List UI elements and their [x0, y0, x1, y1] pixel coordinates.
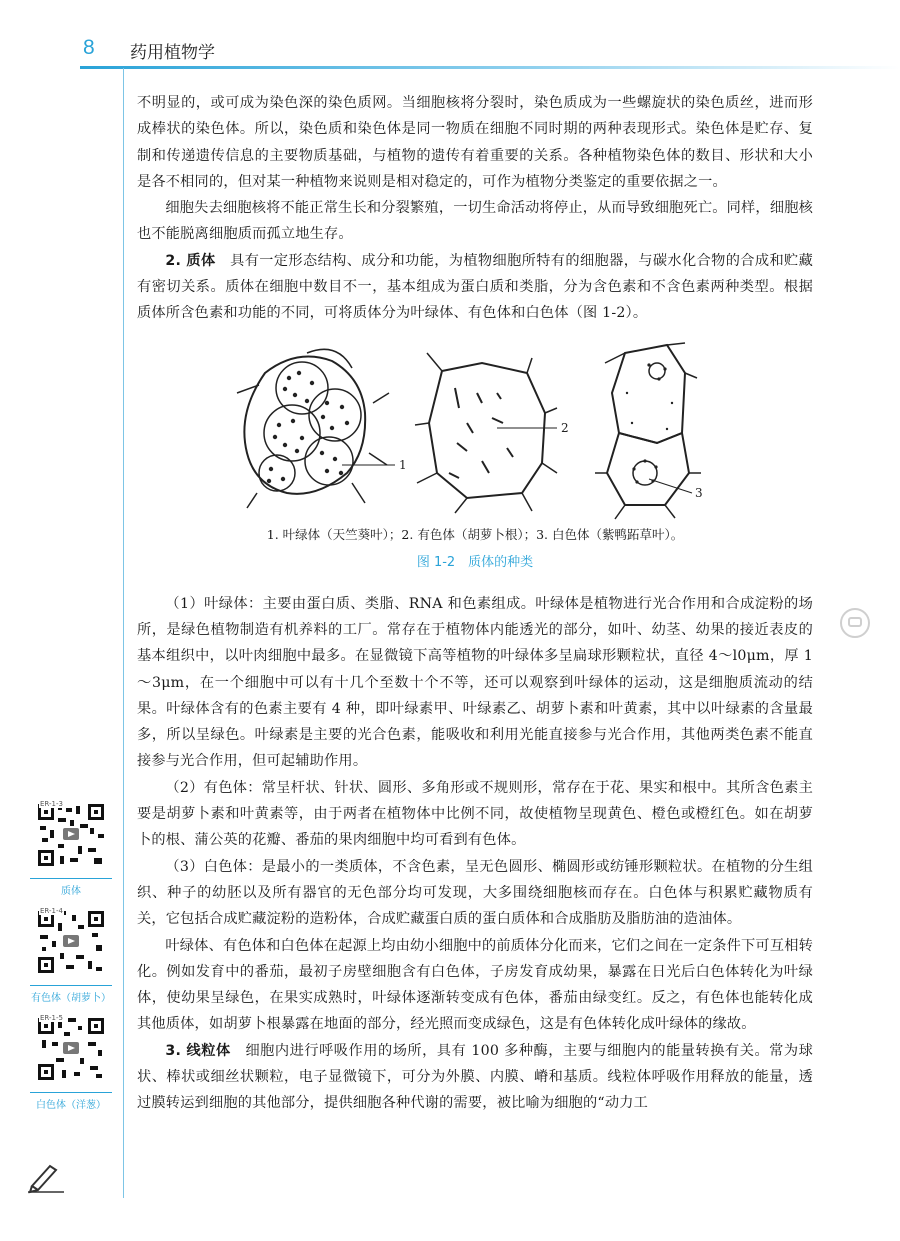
- paragraph-text: 细胞内进行呼吸作用的场所，具有 100 多种酶，主要与细胞内的能量转换有关。常为球状、棒状或细丝状颗粒，电子显微镜下，可分为外膜、内膜、嵴和基质。线粒体呼吸作用释放的能量，透过膜转运到细胞的其他部分，提供细胞各种代谢的需要，被比喻为细胞的“动力工: [137, 1042, 814, 1112]
- qr-code-chromoplast[interactable]: [30, 905, 112, 1004]
- chloroplast-dots: [267, 370, 349, 482]
- margin-rule: [123, 68, 124, 1198]
- leucoplast-cells-drawing: [595, 343, 701, 519]
- figure-label-3: 3: [695, 485, 703, 500]
- qr-code-icon: [30, 905, 112, 977]
- qr-code-label: 白色体（洋葱）: [30, 1092, 112, 1111]
- paragraph: 叶绿体、有色体和白色体在起源上均由幼小细胞中的前质体分化而来，它们之间在一定条件下可互相转化。例如发育中的番茄，最初子房壁细胞含有白色体，子房发育成幼果，暴露在日光后白色体转化为叶绿体，使幼果呈绿色，在果实成熟时，叶绿体逐渐转变成有色体，番茄由绿变红。反之，有色体也能转化成其他质体，如胡萝卜根暴露在地面的部分，经光照而变成绿色，这是有色体转化成叶绿体的缘故。: [137, 937, 813, 1033]
- paragraph-chromoplast: （2）有色体：常呈杆状、针状、圆形、多角形或不规则形，常存在于花、果实和根中。其所含色素主要是胡萝卜素和叶黄素等，由于两者在植物体中比例不同，故使植物呈现黄色、橙色或橙红色。如在胡萝卜的根、蒲公英的花瓣、番茄的果肉细胞中均可看到有色体。: [137, 779, 813, 849]
- chromoplast-rods: [449, 388, 513, 478]
- chromoplast-cell-drawing: [415, 353, 557, 513]
- qr-code-label: 质体: [30, 878, 112, 897]
- qr-code-tag: ER-1-5: [40, 1014, 63, 1022]
- qr-code-icon: [30, 798, 112, 870]
- main-content: [137, 90, 813, 1117]
- paragraph-text: 具有一定形态结构、成分和功能，为植物细胞所特有的细胞器，与碳水化合物的合成和贮藏有密切关系。质体在细胞中数目不一，基本组成为蛋白质和类脂，分为含色素和不含色素两种类型。根据质体所含色素和功能的不同，可将质体分为叶绿体、有色体和白色体（图 1-2）。: [137, 252, 813, 322]
- figure-plastid-types: [137, 333, 813, 591]
- figure-caption: 图 1-2 质体的种类: [416, 554, 534, 570]
- paragraph-mitochondria: [137, 1038, 813, 1117]
- figure-legend: 1. 叶绿体（天竺葵叶）；2. 有色体（胡萝卜根）；3. 白色体（紫鸭跖草叶）。: [266, 526, 684, 542]
- qr-code-plastid[interactable]: [30, 798, 112, 897]
- pen-icon: [26, 1158, 66, 1194]
- section-heading: 3. 线粒体: [165, 1042, 231, 1059]
- paragraph-chloroplast: （1）叶绿体：主要由蛋白质、类脂、RNA 和色素组成。叶绿体是植物进行光合作用和合成淀粉的场所，是绿色植物制造有机养料的工厂。常存在于植物体内能透光的部分，如叶、幼茎、幼果的接近表皮的基本组织中，以叶肉细胞中最多。在显微镜下高等植物的叶绿体多呈扁球形颗粒状，直径 4～l0μm，厚 1～3μm，在一个细胞中可以有十几个至数十个不等，还可以观察到叶绿体的运动，这是细胞质流动的结果。叶绿体含有的色素主要有 4 种，即叶绿素甲、叶绿素乙、胡萝卜素和叶黄素，其中以叶绿素的含量最多，所以呈绿色。叶绿素是主要的光合色素，能吸收和利用光能直接参与光合作用，其他两类色素不能直接参与光合作用，但可起辅助作用。: [137, 595, 813, 770]
- paragraph-plastid: [137, 248, 813, 327]
- book-title: 药用植物学: [130, 43, 215, 63]
- leucoplast-dots: [626, 363, 673, 483]
- page-header: [0, 0, 900, 80]
- qr-code-tag: ER-1-3: [40, 800, 63, 808]
- paragraph-leucoplast: （3）白色体：是最小的一类质体，不含色素，呈无色圆形、椭圆形或纺锤形颗粒状。在植物的分生组织、种子的幼胚以及所有器官的无色部分均可发现，大多围绕细胞核而存在。白色体与积累贮藏物质有关，它包括合成贮藏淀粉的造粉体，合成贮藏蛋白质的蛋白质体和合成脂肪及脂肪油的造油体。: [137, 858, 813, 928]
- qr-code-icon: [30, 1012, 112, 1084]
- qr-code-leucoplast[interactable]: [30, 1012, 112, 1111]
- paragraph: 细胞失去细胞核将不能正常生长和分裂繁殖，一切生命活动将停止，从而导致细胞死亡。同样，细胞核也不能脱离细胞质而孤立地生存。: [137, 200, 813, 243]
- paragraph: 不明显的，或可成为染色深的染色质网。当细胞核将分裂时，染色质成为一些螺旋状的染色质丝，进而形成棒状的染色体。所以，染色质和染色体是同一物质在细胞不同时期的两种表现形式。染色体是贮存、复制和传递遗传信息的主要物质基础，与植物的遗传有着重要的关系。各种植物染色体的数目、形状和大小是各不相同的，但对某一种植物来说则是相对稳定的，可作为植物分类鉴定的重要依据之一。: [137, 95, 813, 190]
- section-heading: 2. 质体: [165, 252, 216, 269]
- figure-illustration: [137, 333, 813, 523]
- side-marker-icon: [840, 608, 870, 638]
- chloroplast-cells-drawing: [237, 349, 389, 508]
- leader-line-3: [649, 479, 692, 493]
- page-number: 8: [83, 36, 95, 59]
- qr-code-tag: ER-1-4: [40, 907, 63, 915]
- qr-code-label: 有色体（胡萝卜）: [30, 985, 112, 1004]
- header-rule: [80, 66, 900, 69]
- figure-label-1: 1: [399, 457, 407, 472]
- figure-label-2: 2: [561, 420, 569, 435]
